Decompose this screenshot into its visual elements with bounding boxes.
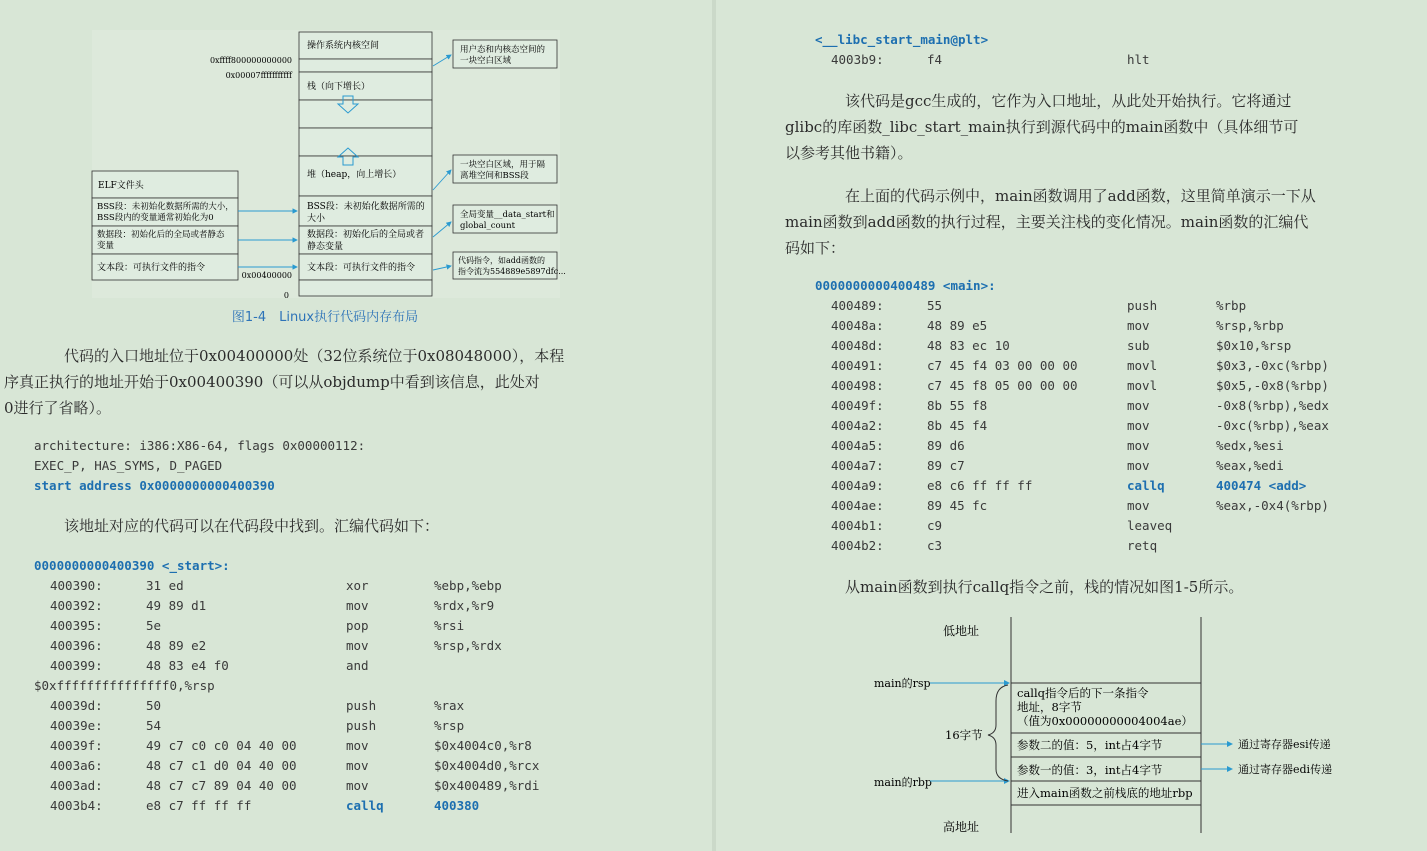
note-text-2: 指令流为554889e5897dfc... bbox=[458, 267, 566, 276]
code-addr: 4004b2: bbox=[831, 538, 884, 553]
right-para-1 bbox=[785, 88, 1415, 166]
code-bytes: e8 c7 ff ff ff bbox=[146, 798, 252, 813]
code-addr: 4003a6: bbox=[50, 758, 103, 773]
elf-data-2: 变量 bbox=[97, 241, 115, 251]
ret-addr-2: 地址，8字节 bbox=[1017, 700, 1082, 714]
code-args: %rbp bbox=[1216, 298, 1247, 313]
seg-data-2: 静态变量 bbox=[307, 242, 344, 252]
code-addr: 4003ad: bbox=[50, 778, 103, 793]
ret-addr-3: （值为0x00000000004004ae） bbox=[1017, 714, 1193, 728]
code-args: %rdx,%r9 bbox=[434, 598, 495, 613]
figure-1-4-caption: 图1-4 Linux执行代码内存布局 bbox=[231, 310, 419, 325]
code-args: $0x4004d0,%rcx bbox=[434, 758, 540, 773]
code-op: mov bbox=[1127, 318, 1150, 333]
code-op: mov bbox=[1127, 438, 1150, 453]
code-bytes: 48 83 e4 f0 bbox=[146, 658, 229, 673]
rbp-label: main的rbp bbox=[874, 776, 932, 789]
note-heap-1: 一块空白区域，用于隔 bbox=[460, 160, 546, 170]
code-op: retq bbox=[1127, 538, 1158, 553]
code-addr: 4004a2: bbox=[831, 418, 884, 433]
code-bytes: 5e bbox=[146, 618, 162, 633]
code-addr: 4003b4: bbox=[50, 798, 103, 813]
code-args: %edx,%esi bbox=[1216, 438, 1284, 453]
code-op: mov bbox=[346, 598, 369, 613]
memory-layout-figure bbox=[0, 0, 712, 300]
esi-note: 通过寄存器esi传递 bbox=[1238, 738, 1331, 751]
code-args: %rsp,%rdx bbox=[434, 638, 502, 653]
code-bytes: 8b 45 f4 bbox=[927, 418, 988, 433]
ret-addr-1: callq指令后的下一条指令 bbox=[1017, 686, 1149, 700]
code-args: %eax,-0x4(%rbp) bbox=[1216, 498, 1329, 513]
code-op: movl bbox=[1127, 358, 1158, 373]
code-addr: 400399: bbox=[50, 658, 103, 673]
code-args: -0xc(%rbp),%eax bbox=[1216, 418, 1329, 433]
right-para-2-line3: 码如下： bbox=[785, 239, 846, 257]
code-bytes: 89 45 fc bbox=[927, 498, 988, 513]
code-bytes: c7 45 f4 03 00 00 00 bbox=[927, 358, 1078, 373]
code-bytes: 49 c7 c0 c0 04 40 00 bbox=[146, 738, 297, 753]
code-op: mov bbox=[1127, 398, 1150, 413]
code-args: $0x5,-0x8(%rbp) bbox=[1216, 378, 1329, 393]
code-args: %eax,%edi bbox=[1216, 458, 1284, 473]
elf-data-1: 数据段：初始化后的全局或者静态 bbox=[97, 230, 225, 240]
code-addr: 4004a7: bbox=[831, 458, 884, 473]
code-bytes: 48 83 ec 10 bbox=[927, 338, 1010, 353]
right-para-1-line2: glibc的库函数_libc_start_main执行到源代码中的main函数中（具体细节可 bbox=[785, 118, 1299, 136]
stack-figure bbox=[716, 611, 1427, 851]
code-bytes: 54 bbox=[146, 718, 162, 733]
code-bytes: 55 bbox=[927, 298, 943, 313]
code-addr: 400491: bbox=[831, 358, 884, 373]
rsp-label: main的rsp bbox=[874, 677, 931, 690]
hlt-addr: 4003b9: bbox=[831, 52, 884, 67]
note-text-1: 代码指令，如add函数的 bbox=[458, 256, 546, 265]
code-addr: 400395: bbox=[50, 618, 103, 633]
code-op: push bbox=[346, 698, 377, 713]
right-para-2-line1: 在上面的代码示例中，main函数调用了add函数，这里简单演示一下从 bbox=[845, 187, 1316, 205]
code-bytes: 50 bbox=[146, 698, 162, 713]
code-bytes: 49 89 d1 bbox=[146, 598, 207, 613]
memory-column bbox=[299, 32, 432, 296]
seg-bss-1: BSS段：未初始化数据所需的 bbox=[307, 202, 425, 212]
code-args: %rax bbox=[434, 698, 465, 713]
code-addr: 40039e: bbox=[50, 718, 103, 733]
libc-header: <__libc_start_main@plt> bbox=[815, 32, 989, 47]
bytes16-label: 16字节 bbox=[945, 728, 983, 742]
code-args: -0x8(%rbp),%edx bbox=[1216, 398, 1329, 413]
code-op: mov bbox=[346, 758, 369, 773]
main-header: 0000000000400489 <main>: bbox=[815, 278, 996, 293]
code-addr: 4004b1: bbox=[831, 518, 884, 533]
objdump-line-3: start address 0x0000000000400390 bbox=[34, 478, 275, 493]
code-addr: 400390: bbox=[50, 578, 103, 593]
code-args: %rsp,%rbp bbox=[1216, 318, 1284, 333]
bytes16-brace bbox=[988, 685, 1008, 781]
seg-bss-2: 大小 bbox=[307, 214, 326, 224]
code-args: $0x10,%rsp bbox=[1216, 338, 1292, 353]
code-addr: 400392: bbox=[50, 598, 103, 613]
code-args: %rsi bbox=[434, 618, 465, 633]
code-args: $0x400489,%rdi bbox=[434, 778, 540, 793]
right-para-3: 从main函数到执行callq指令之前，栈的情况如图1-5所示。 bbox=[845, 578, 1244, 596]
code-bytes: 89 c7 bbox=[927, 458, 965, 473]
note-kernel-2: 一块空白区域 bbox=[460, 56, 512, 66]
code-op: mov bbox=[1127, 498, 1150, 513]
seg-kernel: 操作系统内核空间 bbox=[307, 41, 380, 51]
code-op: sub bbox=[1127, 338, 1150, 353]
code-bytes: 31 ed bbox=[146, 578, 184, 593]
code-op: mov bbox=[1127, 418, 1150, 433]
left-page bbox=[0, 0, 712, 851]
code-addr: 40039d: bbox=[50, 698, 103, 713]
start-header: 0000000000400390 <_start>: bbox=[34, 558, 230, 573]
objdump-line-2: EXEC_P, HAS_SYMS, D_PAGED bbox=[34, 458, 223, 473]
code-addr: 40048d: bbox=[831, 338, 884, 353]
code-bytes: e8 c6 ff ff ff bbox=[927, 478, 1033, 493]
code-addr: 400396: bbox=[50, 638, 103, 653]
code-op: movl bbox=[1127, 378, 1158, 393]
code-op: and bbox=[346, 658, 369, 673]
note-data-1: 全局变量__data_start和 bbox=[460, 210, 555, 220]
arg1-cell: 参数一的值：3，int占4字节 bbox=[1017, 763, 1163, 777]
addr-high1: 0xffff800000000000 bbox=[209, 56, 292, 65]
code-args: %ebp,%ebp bbox=[434, 578, 502, 593]
left-para-1-line2: 序真正执行的地址开始于0x00400390（可以从objdump中看到该信息，此处对 bbox=[4, 373, 540, 391]
code-args: 400474 <add> bbox=[1216, 478, 1307, 493]
left-para-2: 该地址对应的代码可以在代码段中找到。汇编代码如下： bbox=[64, 517, 440, 535]
code-bytes: c7 45 f8 05 00 00 00 bbox=[927, 378, 1078, 393]
code-addr: 400489: bbox=[831, 298, 884, 313]
high-addr-label: 高地址 bbox=[943, 820, 980, 834]
code-op: xor bbox=[346, 578, 369, 593]
seg-heap: 堆（heap，向上增长） bbox=[307, 170, 402, 180]
code-op: push bbox=[346, 718, 377, 733]
code-addr: 40048a: bbox=[831, 318, 884, 333]
code-bytes: 48 c7 c7 89 04 40 00 bbox=[146, 778, 297, 793]
code-args: $0x4004c0,%r8 bbox=[434, 738, 532, 753]
code-bytes: 89 d6 bbox=[927, 438, 965, 453]
code-bytes: c3 bbox=[927, 538, 943, 553]
edi-note: 通过寄存器edi传递 bbox=[1238, 763, 1333, 776]
code-addr: 40049f: bbox=[831, 398, 884, 413]
code-op: mov bbox=[1127, 458, 1150, 473]
low-addr-label: 低地址 bbox=[943, 624, 980, 638]
code-addr: 4004a5: bbox=[831, 438, 884, 453]
elf-bss-2: BSS段内的变量通常初始化为0 bbox=[97, 213, 214, 223]
note-heap-2: 离堆空间和BSS段 bbox=[460, 171, 529, 181]
code-bytes: 48 89 e5 bbox=[927, 318, 988, 333]
code-wrapped-operand: $0xfffffffffffffff0,%rsp bbox=[34, 678, 215, 693]
note-data-2: global_count bbox=[460, 221, 515, 231]
arg2-cell: 参数二的值：5，int占4字节 bbox=[1017, 738, 1163, 752]
hlt-op: hlt bbox=[1127, 52, 1150, 67]
seg-text: 文本段：可执行文件的指令 bbox=[307, 263, 416, 273]
left-para-1-line1: 代码的入口地址位于0x00400000处（32位系统位于0x08048000），本程 bbox=[64, 347, 565, 365]
addr-zero: 0 bbox=[283, 291, 289, 300]
left-para-1 bbox=[4, 343, 694, 421]
addr-high2: 0x00007fffffffffff bbox=[225, 71, 292, 80]
code-op: mov bbox=[346, 778, 369, 793]
code-args: %rsp bbox=[434, 718, 465, 733]
hlt-bytes: f4 bbox=[927, 52, 943, 67]
code-bytes: 8b 55 f8 bbox=[927, 398, 988, 413]
old-rbp-cell: 进入main函数之前栈底的地址rbp bbox=[1017, 786, 1193, 800]
code-bytes: 48 89 e2 bbox=[146, 638, 207, 653]
code-op: pop bbox=[346, 618, 369, 633]
right-page bbox=[716, 0, 1427, 851]
right-para-1-line3: 以参考其他书籍）。 bbox=[785, 144, 913, 162]
seg-data-1: 数据段：初始化后的全局或者 bbox=[307, 230, 425, 240]
code-addr: 400498: bbox=[831, 378, 884, 393]
note-kernel-1: 用户态和内核态空间的 bbox=[460, 45, 546, 55]
code-op: mov bbox=[346, 738, 369, 753]
code-bytes: 48 c7 c1 d0 04 40 00 bbox=[146, 758, 297, 773]
code-bytes: c9 bbox=[927, 518, 943, 533]
right-para-2 bbox=[785, 183, 1415, 261]
code-args: $0x3,-0xc(%rbp) bbox=[1216, 358, 1329, 373]
code-op: push bbox=[1127, 298, 1158, 313]
seg-stack: 栈（向下增长） bbox=[307, 82, 371, 92]
objdump-line-1: architecture: i386:X86-64, flags 0x00000112: bbox=[34, 438, 366, 453]
code-op: callq bbox=[346, 798, 384, 813]
code-args: 400380 bbox=[434, 798, 480, 813]
code-op: mov bbox=[346, 638, 369, 653]
elf-header: ELF文件头 bbox=[98, 181, 144, 191]
elf-text: 文本段：可执行文件的指令 bbox=[97, 263, 206, 273]
addr-low: 0x00400000 bbox=[241, 271, 292, 280]
code-addr: 4004a9: bbox=[831, 478, 884, 493]
code-op: leaveq bbox=[1127, 518, 1173, 533]
code-addr: 4004ae: bbox=[831, 498, 884, 513]
elf-bss-1: BSS段：未初始化数据所需的大小， bbox=[97, 202, 234, 212]
code-op: callq bbox=[1127, 478, 1165, 493]
left-para-1-line3: 0进行了省略）。 bbox=[4, 399, 112, 417]
code-addr: 40039f: bbox=[50, 738, 103, 753]
right-para-2-line2: main函数到add函数的执行过程，主要关注栈的变化情况。main函数的汇编代 bbox=[785, 213, 1309, 231]
right-para-1-line1: 该代码是gcc生成的，它作为入口地址，从此处开始执行。它将通过 bbox=[845, 92, 1292, 110]
